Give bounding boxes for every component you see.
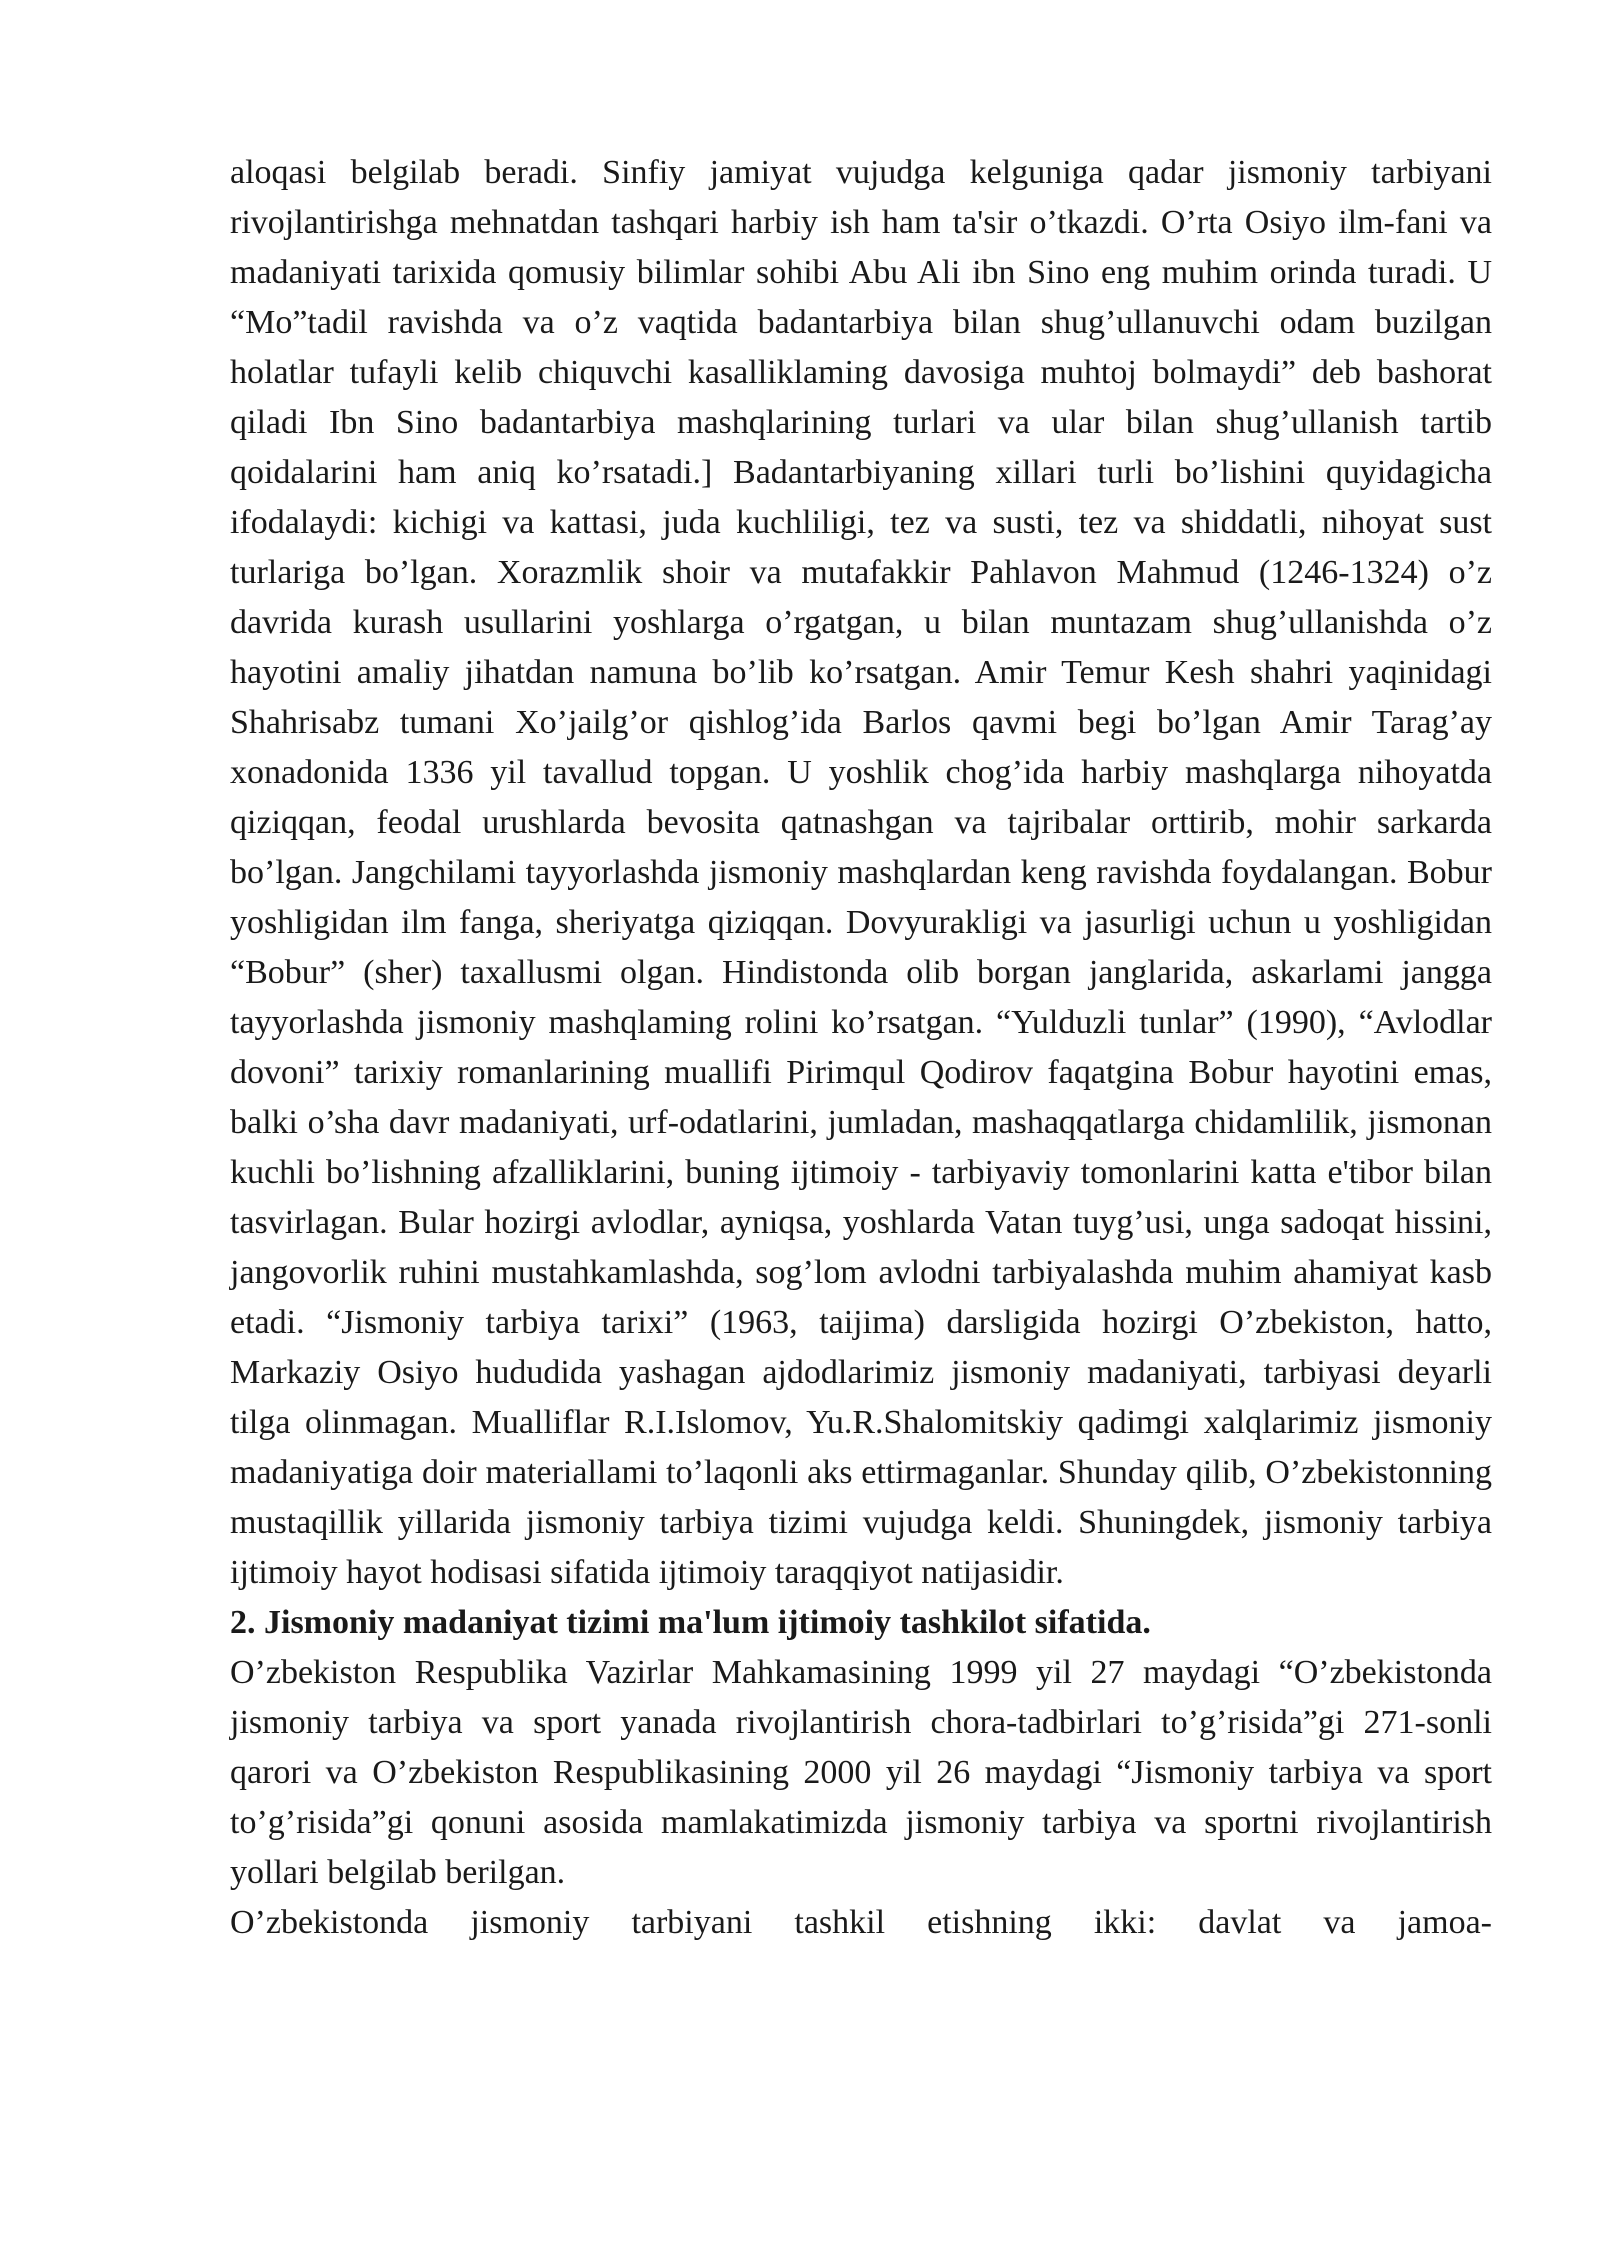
body-paragraph-2: O’zbekiston Respublika Vazirlar Mahkamasining 1999 yil 27 maydagi “O’zbekistonda jismoniy tarbiya va sport yanada rivojlantirish chora-tadbirlari to’g’risida”gi 271-sonli qarori va O’zbekiston Respublikasining 2000 yil 26 maydagi “Jismoniy tarbiya va sport to’g’risida”gi qonuni asosida mamlakatimizda jismoniy tarbiya va sportni rivojlantirish yollari belgilab berilgan. — [230, 1654, 1492, 1891]
body-paragraph: aloqasi belgilab beradi. Sinfiy jamiyat vujudga kelguniga qadar jismoniy tarbiyani rivojlantirishga mehnatdan tashqari harbiy ish ham ta'sir o’tkazdi. O’rta Osiyo ilm-fani va madaniyati tarixida qomusiy bilimlar sohibi Abu Ali ibn Sino eng muhim orinda turadi. U “Mo”tadil ravishda va o’z vaqtida badantarbiya bilan shug’ullanuvchi odam buzilgan holatlar tufayli kelib chiquvchi kasalliklaming davosiga muhtoj bolmaydi” deb bashorat qiladi Ibn Sino badantarbiya mashqlarining turlari va ular bilan shug’ullanish tartib qoidalarini ham aniq ko’rsatadi.] Badantarbiyaning xillari turli bo’lishini quyidagicha ifodalaydi: kichigi va kattasi, juda kuchliligi, tez va susti, tez va shiddatli, nihoyat sust turlariga bo’lgan. Xorazmlik shoir va mutafakkir Pahlavon Mahmud (1246-1324) o’z davrida kurash usullarini yoshlarga o’rgatgan, u bilan muntazam shug’ullanishda o’z hayotini amaliy jihatdan namuna bo’lib ko’rsatgan. Amir Temur Kesh shahri yaqinidagi Shahrisabz tumani Xo’jailg’or qishlog’ida Barlos qavmi begi bo’lgan Amir Tarag’ay xonadonida 1336 yil tavallud topgan. U yoshlik chog’ida harbiy mashqlarga nihoyatda qiziqqan, feodal urushlarda bevosita qatnashgan va tajribalar orttirib, mohir sarkarda bo’lgan. Jangchilami tayyorlashda jismoniy mashqlardan keng ravishda foydalangan. Bobur yoshligidan ilm fanga, sheriyatga qiziqqan. Dovyurakligi va jasurligi uchun u yoshligidan “Bobur” (sher) taxallusmi olgan. Hindistonda olib borgan janglarida, askarlami jangga tayyorlashda jismoniy mashqlaming rolini ko’rsatgan. “Yulduzli tunlar” (1990), “Avlodlar dovoni” tarixiy romanlarining muallifi Pirimqul Qodirov faqatgina Bobur hayotini emas, balki o’sha davr madaniyati, urf-odatlarini, jumladan, mashaqqatlarga chidamlilik, jismonan kuchli bo’lishning afzalliklarini, buning ijtimoiy - tarbiyaviy tomonlarini katta e'tibor bilan tasvirlagan. Bular hozirgi avlodlar, ayniqsa, yoshlarda Vatan tuyg’usi, unga sadoqat hissini, jangovorlik ruhini mustahkamlashda, sog’lom avlodni tarbiyalashda muhim ahamiyat kasb etadi. “Jismoniy tarbiya tarixi” (1963, taijima) darsligida hozirgi O’zbekiston, hatto, Markaziy Osiyo hududida yashagan ajdodlarimiz jismoniy madaniyati, tarbiyasi deyarli tilga olinmagan. Mualliflar R.I.Islomov, Yu.R.Shalomitskiy qadimgi xalqlarimiz jismoniy madaniyatiga doir materiallami to’laqonli aks ettirmaganlar. Shunday qilib, O’zbekistonning mustaqillik yillarida jismoniy tarbiya tizimi vujudga keldi. Shuningdek, jismoniy tarbiya ijtimoiy hayot hodisasi sifatida ijtimoiy taraqqiyot natijasidir. — [230, 154, 1492, 1591]
body-paragraph-3: O’zbekistonda jismoniy tarbiyani tashkil etishning ikki: davlat va jamoa- — [230, 1904, 1492, 1941]
document-page — [230, 148, 1492, 1948]
section-heading: 2. Jismoniy madaniyat tizimi ma'lum ijtimoiy tashkilot sifatida. — [230, 1604, 1151, 1641]
